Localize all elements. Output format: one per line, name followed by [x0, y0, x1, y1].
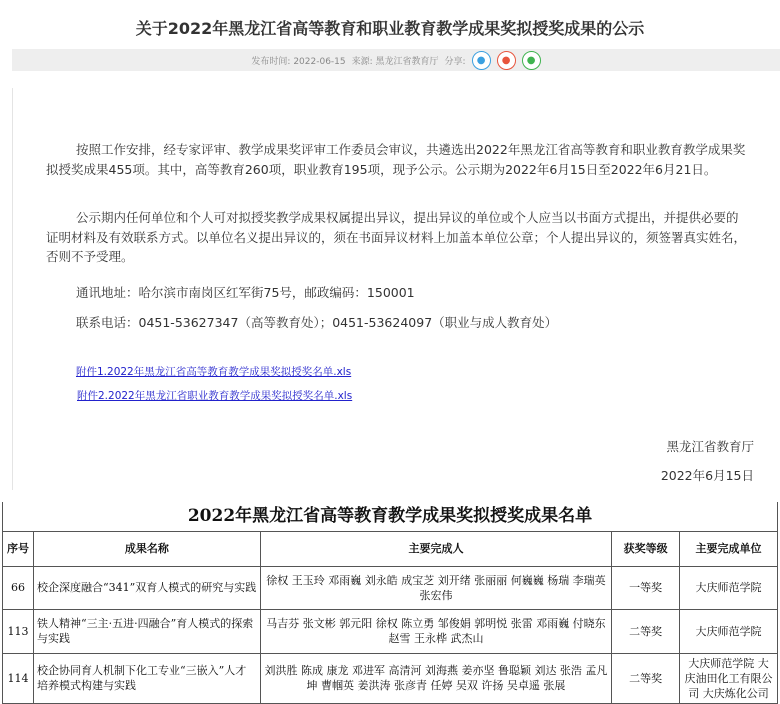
cell-number: 66	[3, 566, 34, 609]
article-body	[12, 88, 780, 490]
header-cell: 主要完成单位	[680, 531, 778, 566]
attachment-link-1[interactable]: 附件1.2022年黑龙江省高等教育教学成果奖拟授奖名单.xls	[76, 366, 352, 378]
share-label: 分享:	[444, 56, 466, 67]
header-cell: 主要完成人	[260, 531, 611, 566]
weibo-icon[interactable]: ●	[497, 51, 516, 70]
signature-date: 2022年6月15日	[660, 468, 754, 483]
paragraph: 按照工作安排，经专家评审、教学成果奖评审工作委员会审议，共遴选出2022年黑龙江省高等教育和职业教育教学成果奖拟授奖成果455项。其中，高等教育260项，职业教育195项，现予公示。公示期为2022年6月15日至2022年6月21日。	[46, 142, 746, 177]
cell-number: 113	[3, 609, 34, 653]
cell-level: 二等奖	[612, 653, 680, 703]
table-title: 2022年黑龙江省高等教育教学成果奖拟授奖成果名单	[3, 502, 778, 531]
attachment-link-2[interactable]: 附件2.2022年黑龙江省职业教育教学成果奖拟授奖名单.xls	[77, 390, 353, 402]
cell-title: 铁人精神“三主·五进·四融合”育人模式的探索与实践	[33, 609, 260, 653]
cell-people: 刘洪胜 陈成 康龙 邓进军 高清河 刘海燕 姜亦坚 鲁聪颖 刘达 张浩 孟凡坤 曹帼英 姜洪涛 张彦青 任婷 吴双 许扬 吴卓遥 张展	[260, 653, 611, 703]
table-row	[3, 566, 778, 609]
article-meta-bar	[12, 49, 780, 71]
table-row	[3, 609, 778, 653]
cell-unit: 大庆师范学院 大庆油田化工有限公司 大庆炼化公司	[680, 653, 778, 703]
page-title: 关于2022年黑龙江省高等教育和职业教育教学成果奖拟授奖成果的公示	[135, 19, 645, 38]
address: 通讯地址：哈尔滨市南岗区红军街75号，邮政编码：150001	[76, 285, 415, 300]
cell-title: 校企协同育人机制下化工专业“三嵌入”人才培养模式构建与实践	[33, 653, 260, 703]
paragraph: 公示期内任何单位和个人可对拟授奖教学成果权属提出异议，提出异议的单位或个人应当以书面方式提出，并提供必要的证明材料及有效联系方式。以单位名义提出异议的，须在书面异议材料上加盖本单位公章；个人提出异议的，须签署真实姓名，否则不予受理。	[46, 210, 747, 264]
cell-unit: 大庆师范学院	[680, 566, 778, 609]
header-cell: 成果名称	[33, 531, 260, 566]
cell-level: 一等奖	[612, 566, 680, 609]
source: 来源: 黑龙江省教育厅	[351, 56, 439, 67]
publish-date: 发布时间: 2022-06-15	[251, 56, 346, 67]
cell-level: 二等奖	[612, 609, 680, 653]
cell-people: 徐权 王玉玲 邓雨巍 刘永皓 成宝芝 刘开绪 张丽丽 何巍巍 杨瑞 李瑞英 张宏伟	[260, 566, 611, 609]
cell-people: 马吉芬 张文彬 郭元阳 徐权 陈立勇 邹俊娟 郭明悦 张雷 邓雨巍 付晓东 赵雪 王永桦 武杰山	[260, 609, 611, 653]
cell-unit: 大庆师范学院	[680, 609, 778, 653]
award-table	[2, 502, 778, 704]
phone: 联系电话：0451-53627347（高等教育处）；0451-53624097（职业与成人教育处）	[76, 315, 558, 330]
signature: 黑龙江省教育厅	[666, 439, 754, 454]
header-cell: 序号	[3, 531, 34, 566]
cell-number: 114	[3, 653, 34, 703]
qq-icon[interactable]: ●	[472, 51, 491, 70]
wechat-icon[interactable]: ●	[522, 51, 541, 70]
header-cell: 获奖等级	[612, 531, 680, 566]
cell-title: 校企深度融合“341”双育人模式的研究与实践	[33, 566, 260, 609]
